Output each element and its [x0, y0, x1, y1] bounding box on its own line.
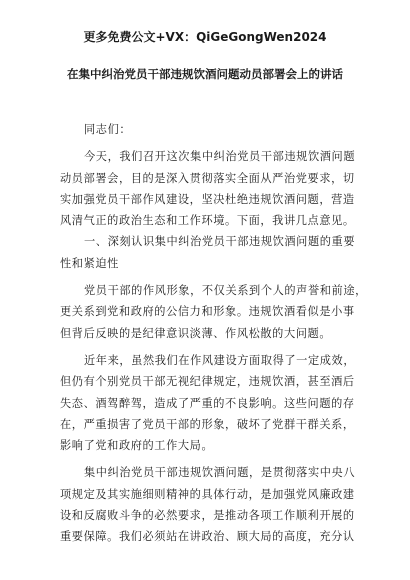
greeting: 同志们：	[84, 123, 132, 136]
paragraph-line: 更关系到党和政府的公信力和形象。违规饮酒看似是小事	[60, 305, 355, 319]
paragraph-intro	[60, 146, 360, 231]
watermark-text: 更多免费公文+VX：QiGeGongWen2024	[83, 30, 327, 44]
paragraph-line: 党员干部的作风形象，不仅关系到个人的声誉和前途，	[84, 284, 367, 298]
paragraph-line: 动员部署会，目的是深入贯彻落实全面从严治党要求，切	[60, 171, 355, 185]
document-body	[60, 119, 367, 548]
paragraph-line: 重要保障。我们必须站在讲政治、顾大局的高度，充分认	[60, 530, 355, 544]
heading-line: 性和紧迫性	[60, 256, 119, 270]
section-heading-1	[60, 231, 360, 274]
paragraph-line: 近年来，虽然我们在作风建设方面取得了一定成效，	[84, 353, 356, 367]
paragraph-line: 失态、酒驾醉驾，造成了严重的不良影响。这些问题的存	[60, 396, 355, 410]
paragraph-line: 今天，我们召开这次集中纠治党员干部违规饮酒问题	[84, 150, 356, 164]
paragraph-line: 风清气正的政治生态和工作环境。下面，我讲几点意见。	[60, 214, 355, 228]
paragraph-line: 项规定及其实施细则精神的具体行动，是加强党风廉政建	[60, 487, 355, 501]
paragraph-significance	[60, 462, 360, 547]
paragraph-image	[60, 280, 367, 344]
paragraph-line: 设和反腐败斗争的必然要求，是推动各项工作顺利开展的	[60, 509, 355, 523]
paragraph-line: 集中纠治党员干部违规饮酒问题，是贯彻落实中央八	[84, 466, 356, 480]
paragraph-line: 在，严重损害了党员干部的形象，破坏了党群干群关系，	[60, 417, 355, 431]
paragraph-line: 但背后反映的是纪律意识淡薄、作风松散的大问题。	[60, 326, 332, 340]
paragraph-line: 影响了党和政府的工作大局。	[60, 439, 214, 453]
document-title: 在集中纠治党员干部违规饮酒问题动员部署会上的讲话	[67, 67, 343, 81]
paragraph-recent	[60, 350, 360, 456]
heading-line: 一、深刻认识集中纠治党员干部违规饮酒问题的重要	[84, 235, 356, 249]
paragraph-line: 实加强党员干部作风建设，坚决杜绝违规饮酒问题，营造	[60, 192, 355, 206]
paragraph-line: 但仍有个别党员干部无视纪律规定，违规饮酒，甚至酒后	[60, 375, 355, 389]
